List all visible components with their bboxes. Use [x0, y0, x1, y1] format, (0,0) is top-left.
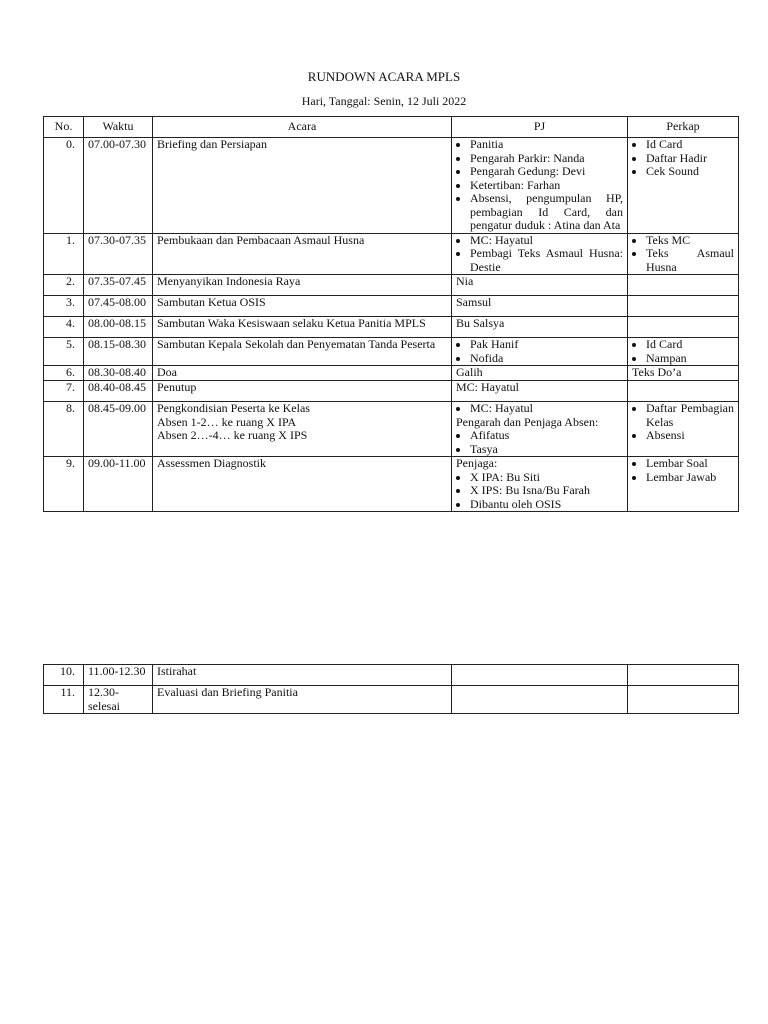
row-perkap: Teks Do’a: [628, 366, 739, 381]
acara-line: Pengkondisian Peserta ke Kelas: [157, 401, 310, 415]
list-item: • X IPA: Bu Siti: [470, 471, 623, 485]
row-perkap: [628, 402, 739, 457]
document-date: Hari, Tanggal: Senin, 12 Juli 2022: [301, 94, 467, 108]
row-pj: [452, 233, 628, 275]
row-acara: [153, 402, 452, 457]
perkap-list: [632, 138, 734, 179]
table-row: [44, 233, 739, 275]
row-waktu: 08.30-08.40: [84, 366, 153, 381]
list-item: • Ketertiban: Farhan: [470, 179, 623, 193]
table-row: [44, 296, 739, 317]
row-perkap: [628, 138, 739, 234]
row-pj: Samsul: [452, 296, 628, 317]
row-acara: Istirahat: [153, 665, 452, 686]
row-perkap: [628, 686, 739, 714]
row-perkap: [628, 296, 739, 317]
rundown-table-continued: [43, 664, 739, 714]
row-no: 9.: [44, 457, 84, 512]
list-item: • Lembar Jawab: [646, 471, 734, 485]
row-no: 11.: [44, 686, 84, 714]
row-acara: Sambutan Waka Kesiswaan selaku Ketua Panitia MPLS: [153, 317, 452, 338]
table-row: [44, 338, 739, 366]
row-acara: Doa: [153, 366, 452, 381]
list-item: • Absensi: [646, 429, 734, 443]
list-item: • X IPS: Bu Isna/Bu Farah: [470, 484, 623, 498]
list-item: • Nampan: [646, 352, 734, 366]
row-pj: [452, 402, 628, 457]
row-no: 0.: [44, 138, 84, 234]
perkap-list: [632, 457, 734, 484]
row-perkap: [628, 275, 739, 296]
list-item: • Teks Asmaul Husna: [646, 247, 734, 274]
list-item: • Pengarah Parkir: Nanda: [470, 152, 623, 166]
list-item: • Absensi, pengumpulan HP, pembagian Id Card, dan pengatur duduk : Atina dan Ata: [470, 192, 623, 233]
row-pj: MC: Hayatul: [452, 381, 628, 402]
row-perkap: [628, 665, 739, 686]
row-acara: Penutup: [153, 381, 452, 402]
row-waktu: 08.45-09.00: [84, 402, 153, 457]
header-acara: Acara: [153, 117, 452, 138]
row-no: 4.: [44, 317, 84, 338]
row-perkap: [628, 338, 739, 366]
table-header-row: [44, 117, 739, 138]
pj-list: [456, 338, 623, 365]
list-item: • Id Card: [646, 338, 734, 352]
row-waktu: 08.00-08.15: [84, 317, 153, 338]
acara-line: Absen 1-2… ke ruang X IPA: [157, 414, 297, 429]
table-row: [44, 686, 739, 714]
row-pj: [452, 457, 628, 512]
row-acara: Sambutan Kepala Sekolah dan Penyematan Tanda Peserta: [153, 338, 452, 366]
pj-list: [456, 138, 623, 233]
row-waktu: 12.30-selesai: [84, 686, 153, 714]
row-waktu: 07.45-08.00: [84, 296, 153, 317]
pj-text: Penjaga:: [456, 456, 498, 470]
row-pj: [452, 665, 628, 686]
row-waktu: 07.30-07.35: [84, 233, 153, 275]
table-row: [44, 138, 739, 234]
header-waktu: Waktu: [84, 117, 153, 138]
list-item: • Afifatus: [470, 429, 623, 443]
row-waktu: 07.00-07.30: [84, 138, 153, 234]
row-pj: [452, 686, 628, 714]
pj-list: [456, 234, 623, 275]
row-pj: Bu Salsya: [452, 317, 628, 338]
row-no: 2.: [44, 275, 84, 296]
row-no: 10.: [44, 665, 84, 686]
row-acara: Evaluasi dan Briefing Panitia: [153, 686, 452, 714]
row-no: 8.: [44, 402, 84, 457]
row-no: 5.: [44, 338, 84, 366]
table-row: [44, 457, 739, 512]
row-perkap: [628, 317, 739, 338]
header-perkap: Perkap: [628, 117, 739, 138]
table-row: [44, 366, 739, 381]
table-row: [44, 275, 739, 296]
list-item: • Pak Hanif: [470, 338, 623, 352]
row-acara: Sambutan Ketua OSIS: [153, 296, 452, 317]
row-acara: Assessmen Diagnostik: [153, 457, 452, 512]
row-no: 6.: [44, 366, 84, 381]
perkap-list: [632, 402, 734, 443]
list-item: • MC: Hayatul: [470, 402, 623, 416]
list-item: • Lembar Soal: [646, 457, 734, 471]
row-pj: Nia: [452, 275, 628, 296]
list-item: • Daftar Pembagian Kelas: [646, 402, 734, 429]
row-no: 7.: [44, 381, 84, 402]
header-no: No.: [44, 117, 84, 138]
list-item: • Daftar Hadir: [646, 152, 734, 166]
row-perkap: [628, 457, 739, 512]
pj-list: [456, 402, 623, 416]
pj-list: [456, 471, 623, 512]
document-title: RUNDOWN ACARA MPLS: [307, 69, 461, 84]
row-no: 3.: [44, 296, 84, 317]
row-perkap: [628, 233, 739, 275]
row-pj: [452, 138, 628, 234]
row-no: 1.: [44, 233, 84, 275]
row-waktu: 11.00-12.30: [84, 665, 153, 686]
row-pj: [452, 338, 628, 366]
row-perkap: [628, 381, 739, 402]
list-item: • Cek Sound: [646, 165, 734, 179]
acara-line: Absen 2…-4… ke ruang X IPS: [157, 428, 308, 442]
row-waktu: 07.35-07.45: [84, 275, 153, 296]
list-item: • Panitia: [470, 138, 623, 152]
row-waktu: 09.00-11.00: [84, 457, 153, 512]
perkap-list: [632, 338, 734, 365]
list-item: • Tasya: [470, 443, 623, 457]
table-row: [44, 665, 739, 686]
table-row: [44, 317, 739, 338]
list-item: • Pembagi Teks Asmaul Husna: Destie: [470, 247, 623, 274]
list-item: • MC: Hayatul: [470, 234, 623, 248]
list-item: • Teks MC: [646, 234, 734, 248]
perkap-list: [632, 234, 734, 275]
row-waktu: 08.15-08.30: [84, 338, 153, 366]
list-item: • Nofida: [470, 352, 623, 366]
row-acara: Menyanyikan Indonesia Raya: [153, 275, 452, 296]
row-pj: Galih: [452, 366, 628, 381]
header-pj: PJ: [452, 117, 628, 138]
pj-list: [456, 429, 623, 456]
row-acara: Pembukaan dan Pembacaan Asmaul Husna: [153, 233, 452, 275]
table-row: [44, 381, 739, 402]
list-item: • Id Card: [646, 138, 734, 152]
row-acara: Briefing dan Persiapan: [153, 138, 452, 234]
rundown-table: [43, 116, 739, 512]
row-waktu: 08.40-08.45: [84, 381, 153, 402]
list-item: • Pengarah Gedung: Devi: [470, 165, 623, 179]
list-item: • Dibantu oleh OSIS: [470, 498, 623, 512]
pj-text: Pengarah dan Penjaga Absen:: [456, 414, 599, 429]
table-row: [44, 402, 739, 457]
